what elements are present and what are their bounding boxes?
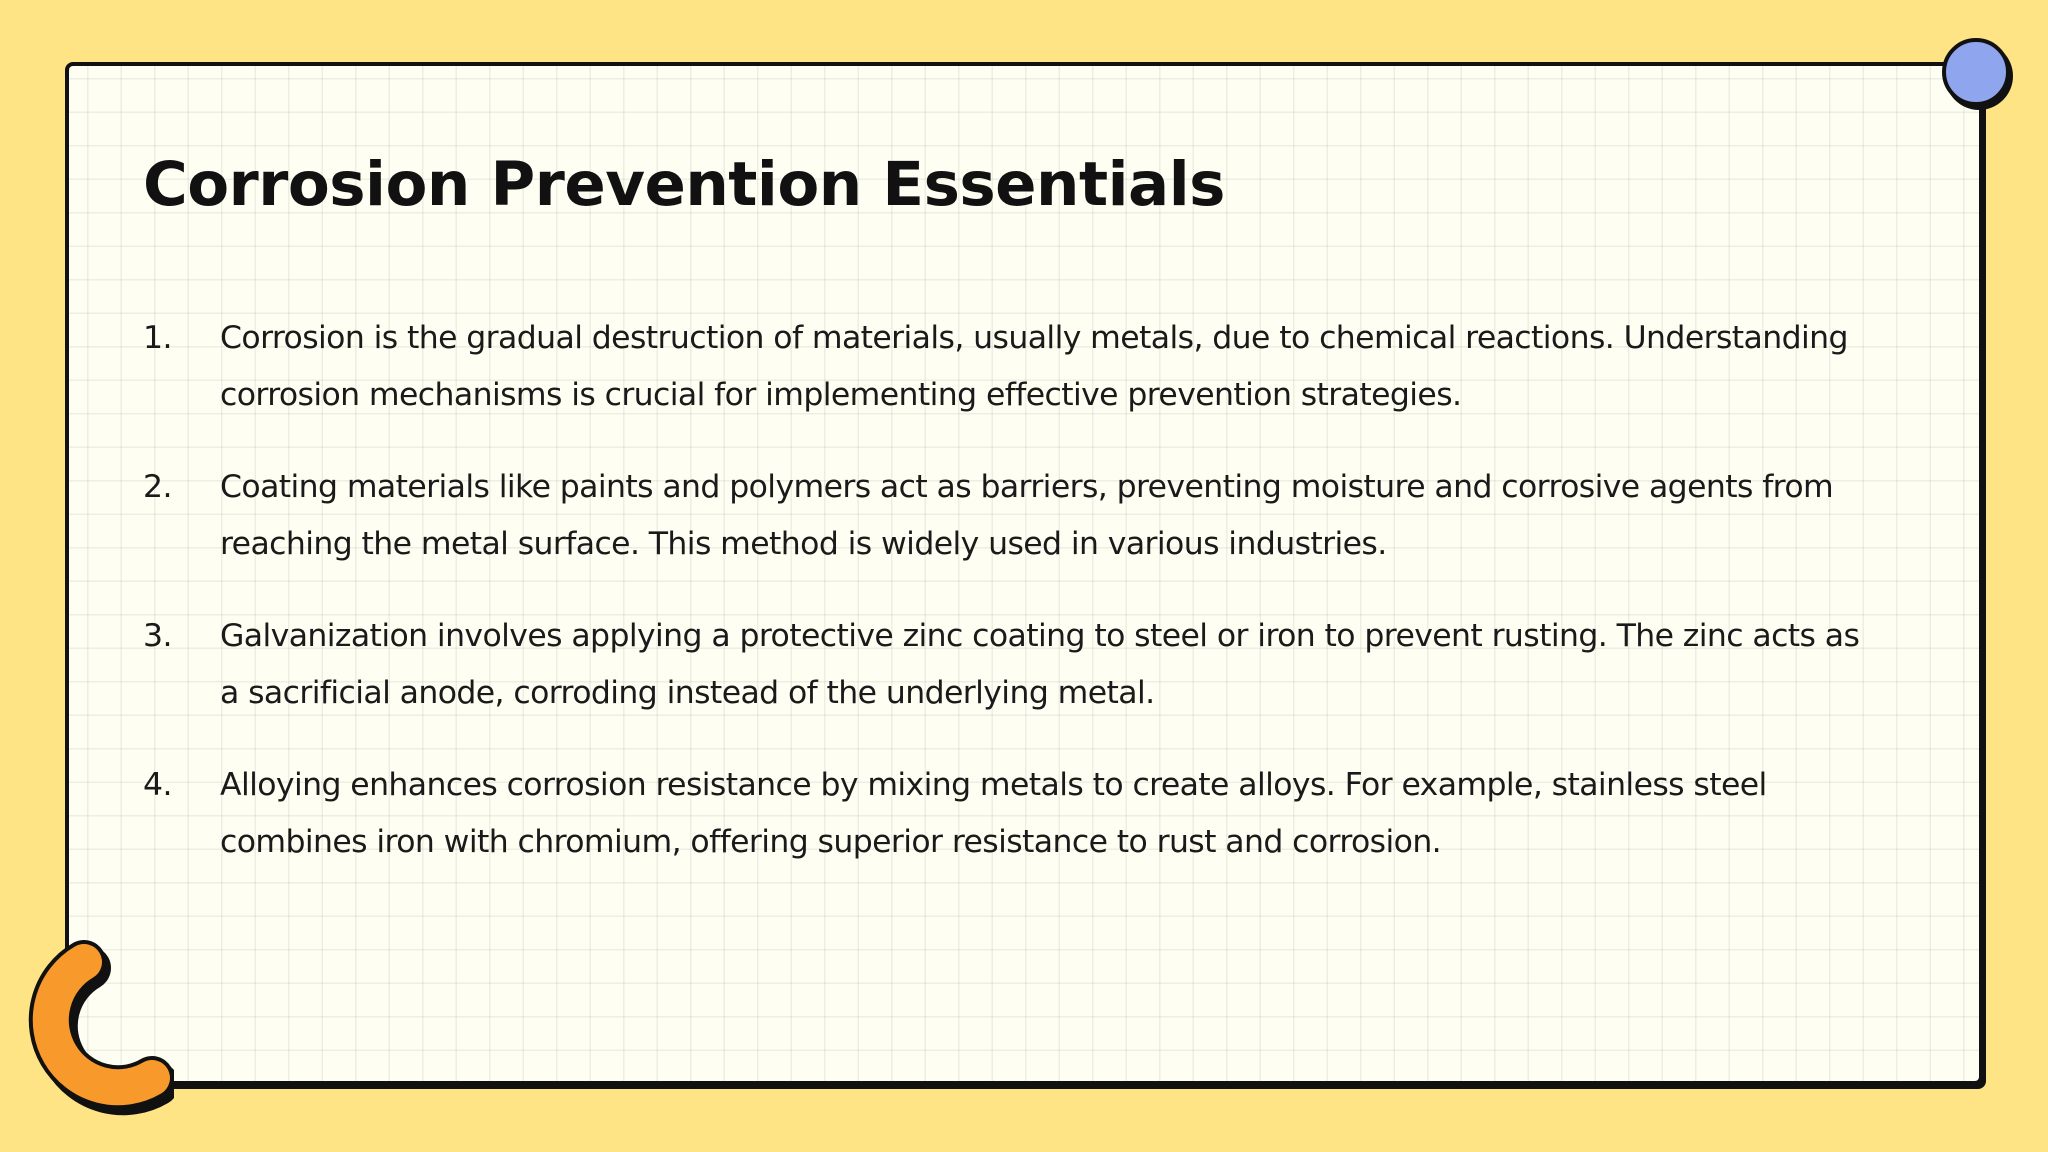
- list-item: [143, 459, 1863, 573]
- list-item: [143, 608, 1863, 722]
- list-item-number: 4.: [143, 767, 172, 803]
- points-list: [143, 310, 1863, 906]
- list-item-number: 3.: [143, 618, 172, 654]
- list-item-text: Corrosion is the gradual destruction of materials, usually metals, due to chemical reactions. Understanding corrosion mechanisms is crucial for implementing effective prevention strategies.: [220, 320, 1848, 413]
- slide-title: Corrosion Prevention Essentials: [143, 149, 1225, 220]
- list-item-number: 2.: [143, 469, 172, 505]
- list-item: [143, 757, 1863, 871]
- list-item-text: Galvanization involves applying a protective zinc coating to steel or iron to prevent rusting. The zinc acts as a sacrificial anode, corroding instead of the underlying metal.: [220, 618, 1860, 711]
- list-item-text: Coating materials like paints and polymers act as barriers, preventing moisture and corrosive agents from reaching the metal surface. This method is widely used in various industries.: [220, 469, 1834, 562]
- list-item: [143, 310, 1863, 424]
- list-item-number: 1.: [143, 320, 172, 356]
- circle-dot-icon: [1942, 38, 2010, 106]
- list-item-text: Alloying enhances corrosion resistance by mixing metals to create alloys. For example, stainless steel combines iron with chromium, offering superior resistance to rust and corrosion.: [220, 767, 1767, 860]
- c-arc-shape-icon: [14, 940, 174, 1120]
